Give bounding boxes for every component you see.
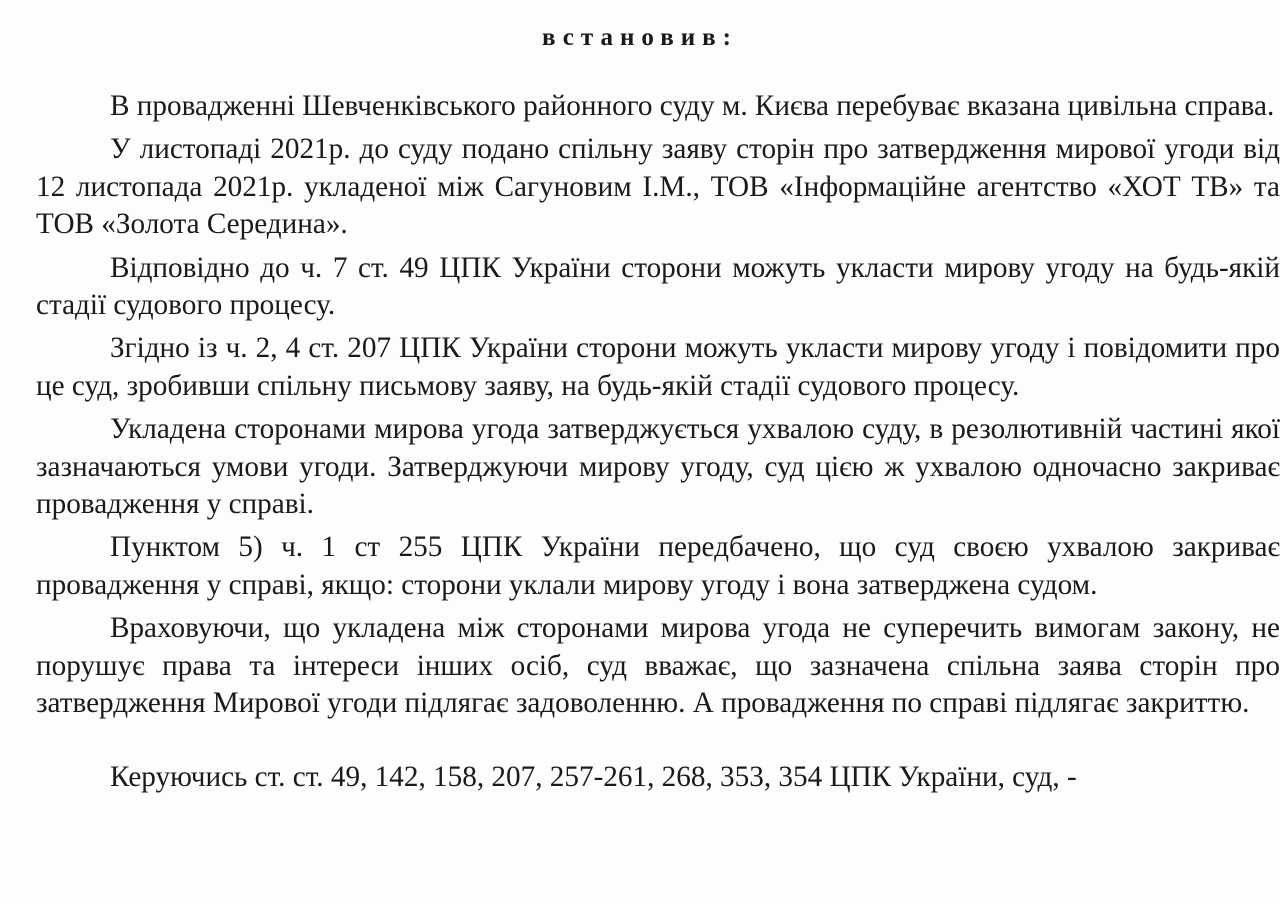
- paragraph-joint-application: У листопаді 2021р. до суду подано спільну заяву сторін про затвердження мирової угоди від 12 листопада 2021р. укладеної між Сагуновим І.М., ТОВ «Інформаційне агентство «ХОТ ТВ» та ТОВ «Золота Середина».: [36, 133, 1280, 241]
- paragraph-article-49: Відповідно до ч. 7 ст. 49 ЦПК України сторони можуть укласти мирову угоду на будь-якій стадії судового процесу.: [36, 251, 1280, 322]
- section-heading: встановив:: [541, 24, 738, 51]
- paragraph-case-in-proceedings: В провадженні Шевченківського районного суду м. Києва перебуває вказана цивільна справа.: [110, 90, 1275, 122]
- paragraph-court-conclusion: Враховуючи, що укладена між сторонами мирова угода не суперечить вимогам закону, не порушує права та інтереси інших осіб, суд вважає, що зазначена спільна заява сторін про затвердження Мирової угоди підлягає задоволенню. А провадження по справі підлягає закриттю.: [36, 612, 1280, 720]
- paragraph-settlement-approval: Укладена сторонами мирова угода затверджується ухвалою суду, в резолютивній частині якої зазначаються умови угоди. Затверджуючи мирову угоду, суд цією ж ухвалою одночасно закриває провадження у справі.: [36, 413, 1280, 521]
- closing-line: Керуючись ст. ст. 49, 142, 158, 207, 257-261, 268, 353, 354 ЦПК України, суд, -: [110, 760, 1077, 793]
- paragraph-article-255: Пунктом 5) ч. 1 ст 255 ЦПК України передбачено, що суд своєю ухвалою закриває провадження у справі, якщо: сторони уклали мирову угоду і вона затверджена судом.: [36, 531, 1280, 601]
- paragraph-article-207: Згідно із ч. 2, 4 ст. 207 ЦПК України сторони можуть укласти мирову угоду і повідомити про це суд, зробивши спільну письмову заяву, на будь-якій стадії судового процесу.: [36, 332, 1280, 402]
- document-body: [36, 88, 1280, 796]
